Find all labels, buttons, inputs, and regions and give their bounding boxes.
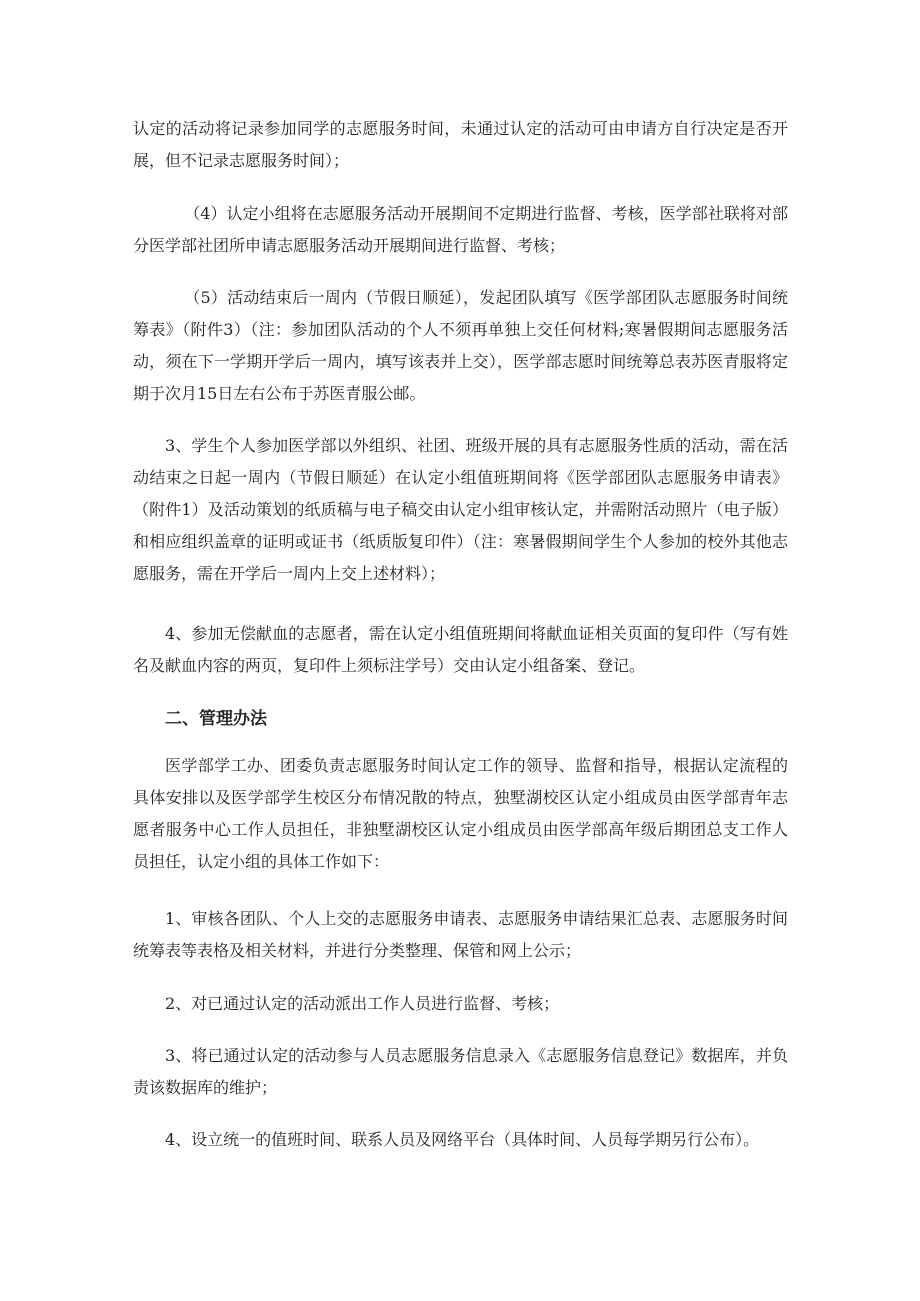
section-heading: 二、管理办法 [165,709,267,729]
paragraph-point-3: 3、学生个人参加医学部以外组织、社团、班级开展的具有志愿服务性质的活动，需在活动结束之日起一周内（节假日顺延）在认定小组值班期间将《医学部团队志愿服务申请表》（附件1）及活动策划的纸质稿与电子稿交由认定小组审核认定，并需附活动照片（电子版）和相应组织盖章的证明或证书（纸质版复印件）（注：寒暑假期间学生个人参加的校外其他志愿服务，需在开学后一周内上交上述材料）； [133,436,788,583]
paragraph-task-1: 1、审核各团队、个人上交的志愿服务申请表、志愿服务申请结果汇总表、志愿服务时间统筹表等表格及相关材料，并进行分类整理、保管和网上公示； [133,909,788,960]
paragraph-management-intro: 医学部学工办、团委负责志愿服务时间认定工作的领导、监督和指导，根据认定流程的具体安排以及医学部学生校区分布情况散的特点，独墅湖校区认定小组成员由医学部青年志愿者服务中心工作人员担任，非独墅湖校区认定小组成员由医学部高年级后期团总支工作人员担任，认定小组的具体工作如下： [133,756,788,871]
paragraph-item-4: （4）认定小组将在志愿服务活动开展期间不定期进行监督、考核，医学部社联将对部分医学部社团所申请志愿服务活动开展期间进行监督、考核； [133,204,788,255]
paragraph-continued: 认定的活动将记录参加同学的志愿服务时间，未通过认定的活动可由申请方自行决定是否开展，但不记录志愿服务时间）； [133,119,788,170]
paragraph-task-3: 3、将已通过认定的活动参与人员志愿服务信息录入《志愿服务信息登记》数据库，并负责该数据库的维护； [133,1046,788,1097]
paragraph-point-4: 4、参加无偿献血的志愿者，需在认定小组值班期间将献血证相关页面的复印件（写有姓名及献血内容的两页，复印件上须标注学号）交由认定小组备案、登记。 [133,624,788,675]
paragraph-task-2: 2、对已通过认定的活动派出工作人员进行监督、考核； [165,994,560,1013]
paragraph-item-5: （5）活动结束后一周内（节假日顺延），发起团队填写《医学部团队志愿服务时间统筹表》（附件3）（注：参加团队活动的个人不须再单独上交任何材料;寒暑假期间志愿服务活动，须在下一学期开学后一周内，填写该表并上交），医学部志愿时间统筹总表苏医青服将定期于次月15日左右公布于苏医青服公邮。 [133,288,788,403]
paragraph-task-4: 4、设立统一的值班时间、联系人员及网络平台（具体时间、人员每学期另行公布）。 [165,1130,760,1149]
